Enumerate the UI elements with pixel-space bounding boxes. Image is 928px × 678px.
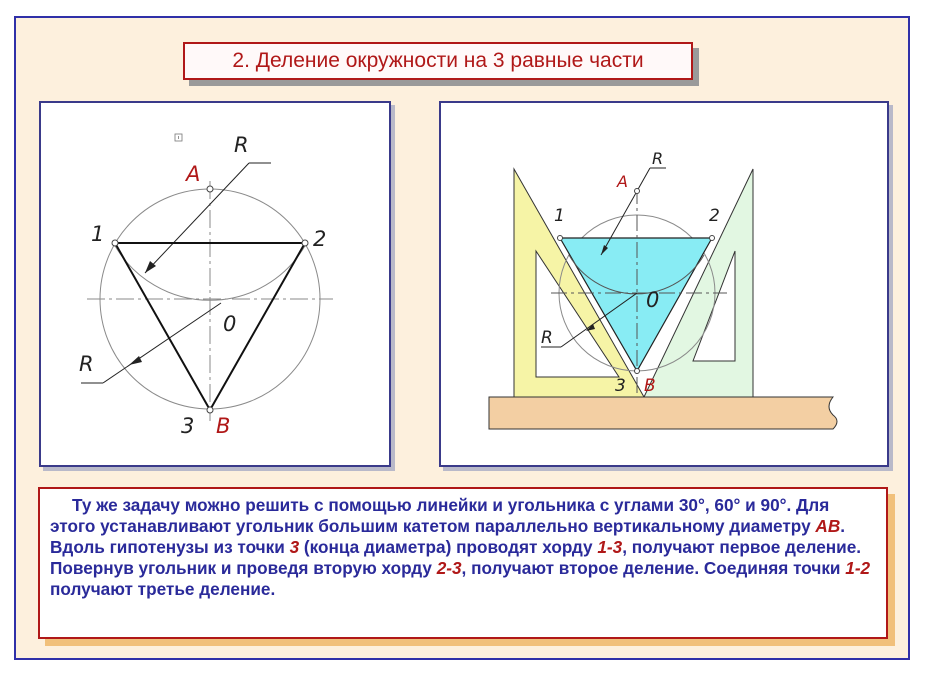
- highlight-chord-1-3: 1-3: [597, 537, 623, 557]
- text-part-6: получают третье деление.: [50, 579, 276, 599]
- description-text: [38, 487, 888, 639]
- highlight-point-3: 3: [289, 537, 300, 557]
- label-r-top: R: [234, 133, 249, 157]
- text-part-3: (конца диаметра) проводят хорду: [299, 537, 598, 557]
- highlight-chord-2-3: 2-3: [436, 558, 462, 578]
- point-a: [207, 186, 213, 192]
- label-1: 1: [554, 206, 565, 226]
- left-figure-panel: [39, 101, 391, 467]
- label-r-top: R: [652, 149, 664, 168]
- text-part-1: Ту же задачу можно решить с помощью линейки и угольника с углами 30°, 60° и 90°. Для этого устанавливают угольник большим катетом параллельно вертикальному диаметру: [50, 495, 830, 536]
- radius-leader-bottom: [103, 303, 221, 383]
- label-center: 0: [223, 312, 237, 336]
- right-figure-panel: [439, 101, 889, 467]
- highlight-points-1-2: 1-2: [845, 558, 871, 578]
- label-a: A: [186, 162, 201, 186]
- text-part-4: , получают первое деление. Повернув угольник и проведя вторую хорду: [50, 537, 862, 578]
- anchor-marker-icon: [175, 134, 182, 141]
- label-1: 1: [91, 222, 105, 246]
- point-2: [302, 240, 308, 246]
- label-2: 2: [313, 227, 327, 251]
- point-1: [558, 236, 563, 241]
- label-r-bottom: R: [79, 352, 94, 376]
- label-3: 3: [181, 414, 195, 438]
- label-center: 0: [646, 288, 660, 312]
- point-b: [207, 407, 213, 413]
- point-2: [710, 236, 715, 241]
- text-part-5: , получают второе деление. Соединяя точки: [461, 558, 846, 578]
- ruler: [489, 397, 837, 429]
- highlight-ab: АВ: [815, 516, 841, 536]
- label-r-left: R: [541, 328, 553, 348]
- point-a: [635, 189, 640, 194]
- text-part-2: . Вдоль гипотенузы из точки: [50, 516, 846, 557]
- point-b: [635, 369, 640, 374]
- page-title: 2. Деление окружности на 3 равные части: [183, 42, 693, 80]
- label-b: B: [644, 376, 656, 396]
- point-1: [112, 240, 118, 246]
- compass-construction-diagram: [41, 103, 393, 469]
- label-3: 3: [615, 376, 626, 396]
- label-a: A: [617, 172, 628, 191]
- label-2: 2: [709, 206, 720, 226]
- label-b: B: [216, 414, 231, 438]
- set-square-construction-diagram: [441, 103, 891, 469]
